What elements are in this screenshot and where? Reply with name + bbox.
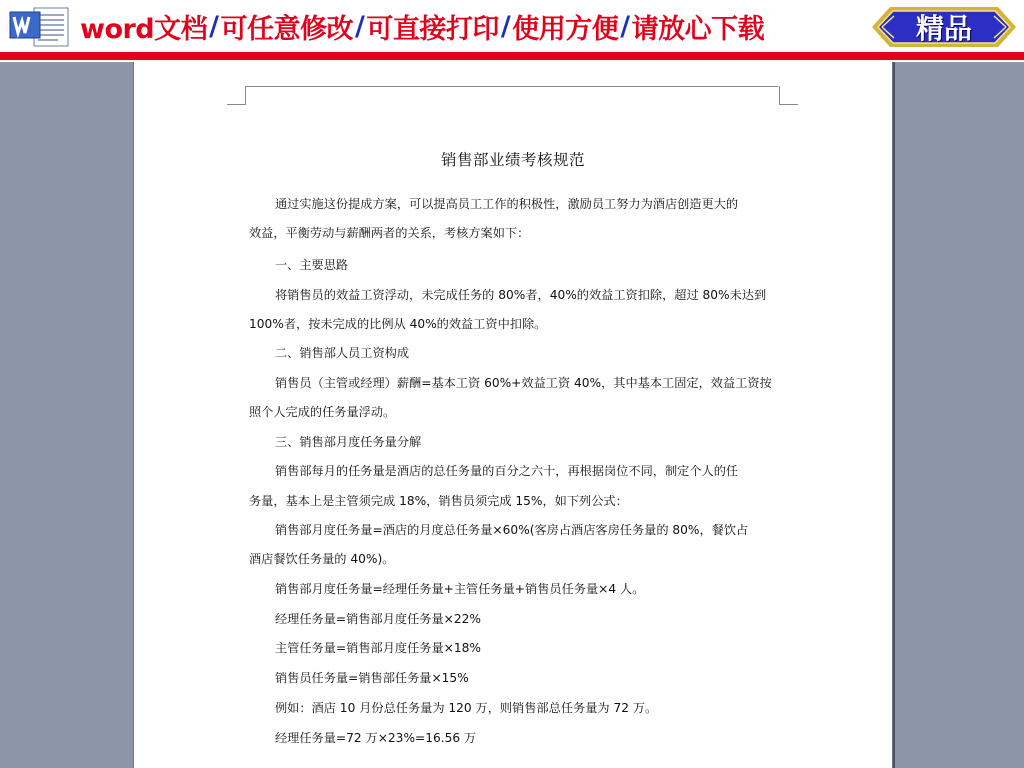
paragraph-line: 销售部每月的任务量是酒店的总任务量的百分之六十，再根据岗位不同，制定个人的任 bbox=[275, 464, 739, 478]
banner-item-1: 可任意修改 bbox=[220, 13, 354, 45]
word-document-icon bbox=[2, 4, 78, 48]
banner-item-0: word文档 bbox=[80, 13, 208, 45]
formula-line: 经理任务量=72 万×23%=16.56 万 bbox=[275, 731, 477, 745]
banner-red-bar bbox=[0, 52, 1024, 60]
premium-badge bbox=[868, 3, 1020, 51]
paragraph-line: 例如：酒店 10 月份总任务量为 120 万，则销售部总任务量为 72 万。 bbox=[275, 701, 658, 715]
formula-line: 销售员任务量=销售部任务量×15% bbox=[275, 671, 469, 685]
header-rule bbox=[246, 86, 778, 105]
banner-slogan bbox=[80, 4, 870, 48]
banner-separator: / bbox=[209, 10, 219, 42]
section-heading: 三、销售部月度任务量分解 bbox=[275, 435, 422, 449]
paragraph-line: 销售员（主管或经理）薪酬=基本工资 60%+效益工资 40%，其中基本工固定，效益工资按 bbox=[275, 376, 772, 390]
paragraph-line: 将销售员的效益工资浮动，未完成任务的 80%者，40%的效益工资扣除，超过 80%未达到 bbox=[275, 288, 767, 302]
paragraph-line: 照个人完成的任务量浮动。 bbox=[249, 405, 396, 419]
banner-item-4: 请放心下载 bbox=[631, 13, 765, 45]
section-heading: 二、销售部人员工资构成 bbox=[275, 346, 410, 360]
paragraph-line: 效益，平衡劳动与薪酬两者的关系，考核方案如下： bbox=[249, 226, 530, 240]
banner-separator: / bbox=[620, 10, 630, 42]
paragraph-line: 务量，基本上是主管须完成 18%，销售员须完成 15%，如下列公式： bbox=[249, 494, 628, 508]
banner-separator: / bbox=[500, 10, 511, 42]
page-shadow bbox=[893, 62, 895, 768]
section-heading: 一、主要思路 bbox=[275, 258, 349, 272]
paragraph-line: 销售部月度任务量=酒店的月度总任务量×60%(客房占酒店客房任务量的 80%，餐饮占 bbox=[275, 523, 749, 537]
formula-line: 销售部月度任务量=经理任务量+主管任务量+销售员任务量×4 人。 bbox=[275, 582, 645, 596]
top-banner bbox=[0, 0, 1024, 62]
paragraph-line: 100%者，按未完成的比例从 40%的效益工资中扣除。 bbox=[249, 317, 547, 331]
crop-mark-right bbox=[779, 86, 798, 105]
document-page[interactable] bbox=[133, 62, 893, 768]
formula-line: 经理任务量=销售部月度任务量×22% bbox=[275, 612, 481, 626]
formula-line: 主管任务量=销售部月度任务量×18% bbox=[275, 641, 481, 655]
banner-separator: / bbox=[355, 10, 365, 42]
crop-mark-left bbox=[227, 86, 246, 105]
badge-label: 精品 bbox=[915, 12, 972, 45]
document-title: 销售部业绩考核规范 bbox=[440, 151, 585, 169]
banner-item-3: 使用方便 bbox=[512, 13, 619, 45]
paragraph-line: 酒店餐饮任务量的 40%)。 bbox=[249, 552, 395, 566]
paragraph-line: 通过实施这份提成方案，可以提高员工工作的积极性，激励员工努力为酒店创造更大的 bbox=[275, 197, 739, 211]
banner-item-2: 可直接打印 bbox=[366, 13, 499, 45]
